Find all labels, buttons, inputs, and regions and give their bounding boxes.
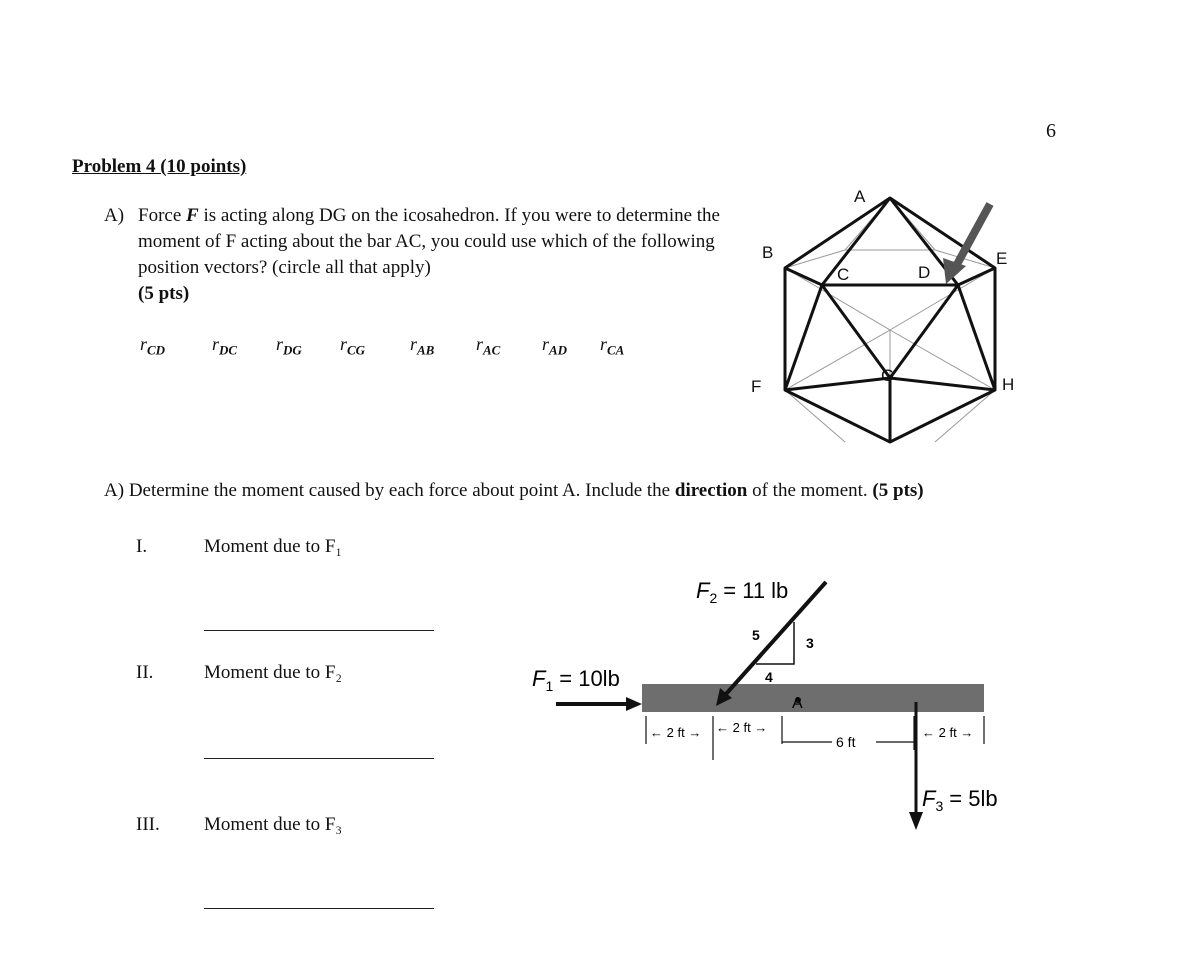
dimension-label-3: 6 ft bbox=[836, 734, 856, 750]
part-b-text-1: Determine the moment caused by each force about point A. Include the bbox=[128, 480, 675, 501]
part-a-text-1: Force bbox=[138, 205, 187, 226]
vertex-label-d: D bbox=[918, 263, 931, 282]
item-1-roman: I. bbox=[136, 536, 148, 557]
item-2-label: Moment due to F₂ bbox=[204, 662, 343, 683]
answer-line-2[interactable] bbox=[204, 758, 434, 759]
part-a-question bbox=[104, 203, 744, 307]
part-b-label: A) bbox=[104, 480, 125, 501]
item-2-roman: II. bbox=[136, 662, 154, 683]
part-b-question bbox=[104, 480, 924, 502]
vector-option-rab[interactable]: $r_{AB}$ bbox=[410, 334, 435, 358]
answer-line-1[interactable] bbox=[204, 630, 434, 631]
vector-option-rdc[interactable]: $r_{DC}$ bbox=[212, 334, 238, 358]
vertex-label-a: A bbox=[854, 187, 866, 206]
beam-figure bbox=[520, 570, 1040, 840]
page-number: 6 bbox=[1046, 120, 1056, 142]
problem-title: Problem 4 (10 points) bbox=[72, 156, 247, 177]
item-3-label: Moment due to F₃ bbox=[204, 814, 343, 835]
force-f3-arrow bbox=[909, 702, 923, 830]
part-a-text-2: is acting along DG on the icosahedron. If you were to determine the moment of F acting about the bar AC, you could use which of the following position vectors? (circle all that apply) bbox=[138, 205, 720, 278]
vector-option-rad[interactable]: $r_{AD}$ bbox=[542, 334, 568, 358]
vertex-label-h: H bbox=[1002, 375, 1015, 394]
item-3-roman: III. bbox=[136, 814, 160, 835]
vertex-label-c: C bbox=[837, 265, 850, 284]
dimension-label-4: ← 2 ft → bbox=[922, 725, 974, 740]
vector-option-rcg[interactable]: $r_{CG}$ bbox=[340, 334, 366, 358]
slope-rise-label: 3 bbox=[806, 635, 814, 651]
part-b-text-2: of the moment. bbox=[747, 480, 873, 501]
vector-option-rcd[interactable]: $r_{CD}$ bbox=[140, 334, 166, 358]
vertex-label-g: G bbox=[881, 366, 895, 385]
vertex-label-e: E bbox=[996, 249, 1008, 268]
vertex-label-b: B bbox=[762, 243, 774, 262]
part-b-points: (5 pts) bbox=[872, 480, 924, 501]
force-f2-label: $F_2 = 11$ lb bbox=[696, 578, 789, 606]
point-a-label: A bbox=[792, 695, 803, 712]
force-f1-label: $F_1 = 10lb$ bbox=[532, 666, 620, 694]
slope-hyp-label: 5 bbox=[752, 627, 760, 643]
slope-triangle bbox=[756, 622, 794, 664]
vertex-label-f: F bbox=[751, 377, 762, 396]
icosahedron-visible-edges bbox=[785, 198, 995, 442]
dimension-label-1: ← 2 ft → bbox=[650, 725, 702, 740]
part-a-points: (5 pts) bbox=[138, 283, 190, 304]
force-f1-arrow bbox=[556, 697, 642, 711]
part-a-force-symbol: F bbox=[186, 205, 199, 226]
beam-bar bbox=[642, 684, 984, 712]
vector-option-rca[interactable]: $r_{CA}$ bbox=[600, 334, 625, 358]
dimension-label-2: ← 2 ft → bbox=[716, 720, 768, 735]
item-1-label: Moment due to F₁ bbox=[204, 536, 343, 557]
icosahedron-figure bbox=[740, 180, 1040, 460]
answer-line-3[interactable] bbox=[204, 908, 434, 909]
vector-option-rdg[interactable]: $r_{DG}$ bbox=[276, 334, 302, 358]
slope-run-label: 4 bbox=[765, 669, 773, 685]
vector-option-rac[interactable]: $r_{AC}$ bbox=[476, 334, 501, 358]
force-f3-label: $F_3 = 5lb$ bbox=[922, 786, 998, 814]
part-a-label: A) bbox=[104, 205, 125, 226]
part-b-text-bold: direction bbox=[674, 480, 748, 501]
